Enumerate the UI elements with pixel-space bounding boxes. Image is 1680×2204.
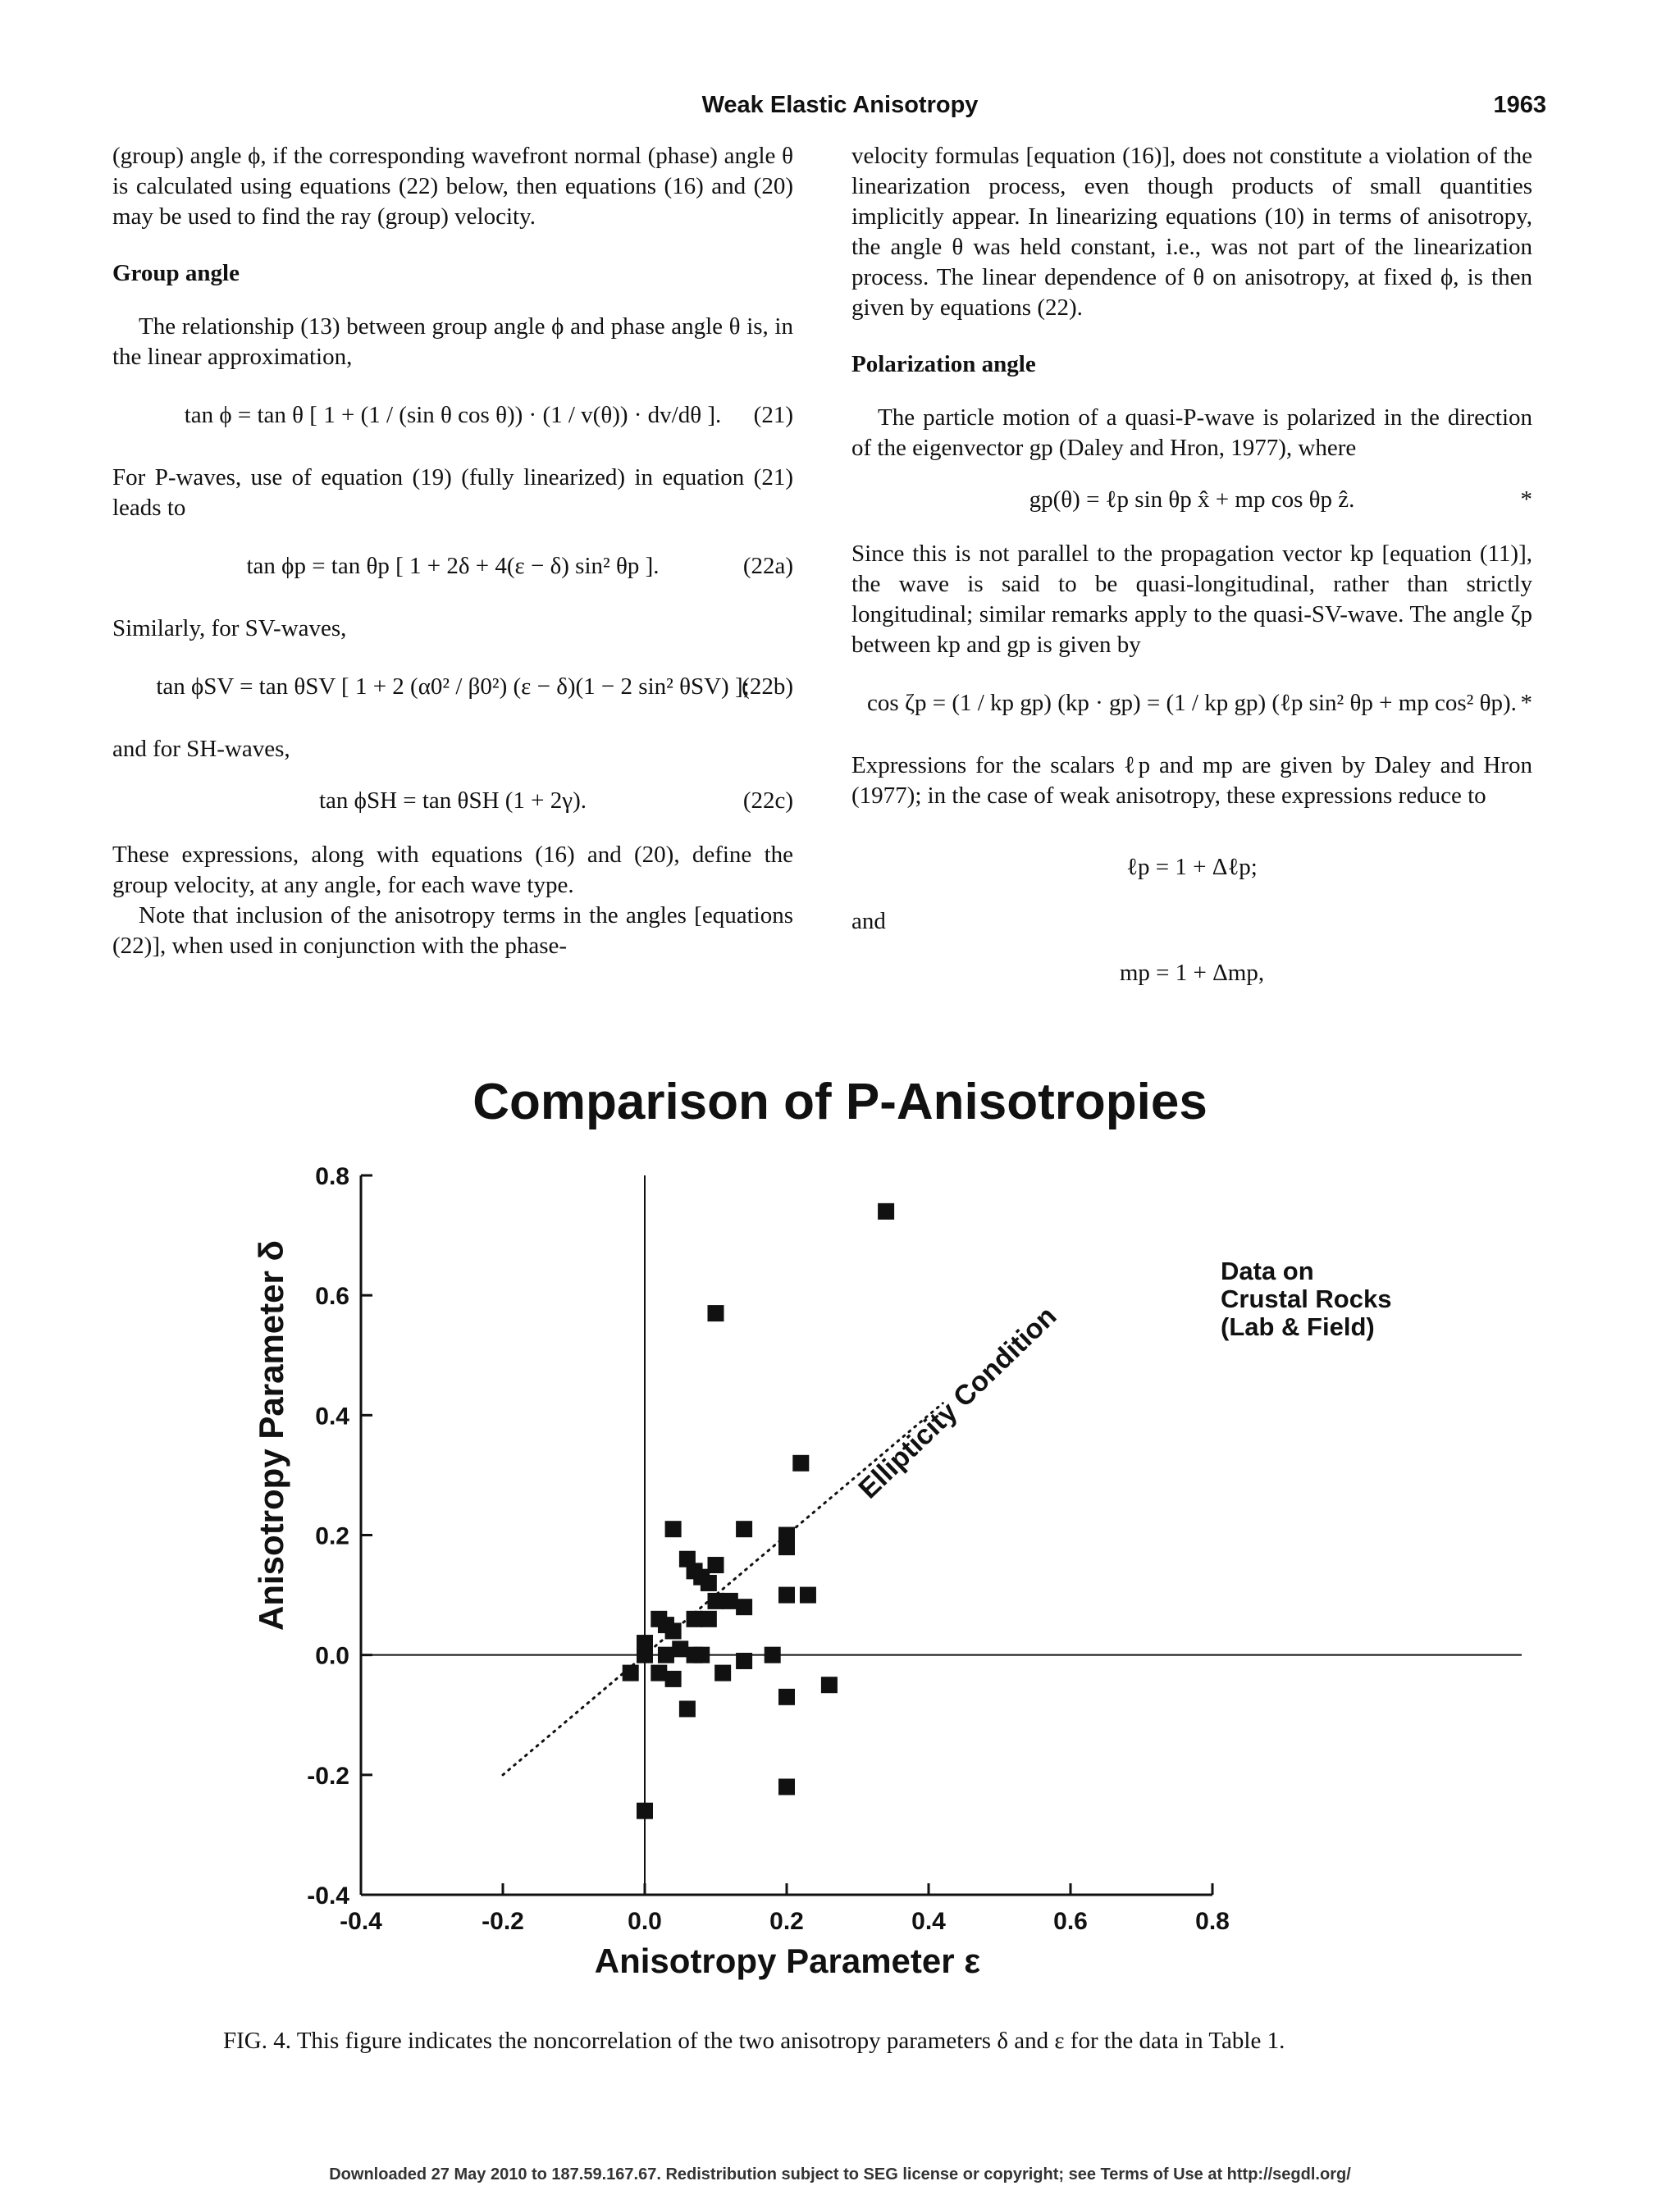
x-tick-label: 0.6	[1053, 1908, 1088, 1935]
data-point	[736, 1653, 752, 1669]
data-point	[736, 1599, 752, 1615]
data-point	[765, 1647, 781, 1663]
x-tick-label: 0.0	[628, 1908, 662, 1935]
data-point	[701, 1575, 717, 1591]
y-tick-label: 0.6	[315, 1283, 349, 1311]
paragraph: (group) angle ϕ, if the corresponding wavefront normal (phase) angle θ is calculated using equations (22) below, then equations (16) and (20) may be used to find the ray (group) velocity.	[112, 143, 793, 230]
equation-number: (21)	[753, 402, 793, 428]
data-point	[778, 1539, 795, 1555]
data-point	[665, 1622, 682, 1639]
data-point	[722, 1593, 738, 1609]
data-point	[687, 1611, 703, 1627]
paragraph: These expressions, along with equations (16) and (20), define the group velocity, at any angle, for each wave type.	[112, 842, 793, 898]
equation-number: (22a)	[742, 553, 793, 579]
annotation-line: Data on	[1221, 1257, 1314, 1285]
ellipticity-label: Ellipticity Condition	[852, 1300, 1063, 1505]
data-point	[637, 1647, 653, 1663]
equation-body: tan ϕSH = tan θSH (1 + 2γ).	[319, 787, 587, 814]
data-point	[821, 1677, 838, 1693]
data-point	[736, 1521, 752, 1537]
x-tick-label: -0.4	[340, 1908, 382, 1935]
download-footer: Downloaded 27 May 2010 to 187.59.167.67. Redistribution subject to SEG license or copyright; see Terms of Use at http://segdl.org/	[329, 2165, 1351, 2183]
data-point	[878, 1203, 894, 1220]
figure-title: Comparison of P-Anisotropies	[472, 1074, 1208, 1130]
conjunction-text: and	[851, 908, 886, 934]
data-point	[714, 1665, 731, 1682]
x-tick-label: 0.2	[769, 1908, 804, 1935]
y-tick-label: -0.4	[307, 1882, 349, 1910]
paragraph: velocity formulas [equation (16)], does not constitute a violation of the linearization process, even though products of small quantities implicitly appear. In linearizing equations (10) in terms of anisotropy, the angle θ was held constant, i.e., was not part of the linearization process. The linear dependence of θ on anisotropy, at fixed ϕ, is then given by equations (22).	[851, 143, 1532, 321]
paragraph: Note that inclusion of the anisotropy terms in the angles [equations (22)], when used in conjunction with the phase-	[112, 902, 793, 959]
equation-body: tan ϕSV = tan θSV [ 1 + 2 (α0² / β0²) (ε − δ)(1 − 2 sin² θSV) ];	[156, 673, 750, 700]
data-point	[708, 1593, 724, 1609]
data-point	[701, 1611, 717, 1627]
equation-number: (22b)	[742, 673, 793, 700]
equation-body: mp = 1 + Δmp,	[1119, 960, 1265, 986]
data-point	[679, 1700, 696, 1717]
data-point	[658, 1647, 674, 1663]
paragraph: The relationship (13) between group angle ϕ and phase angle θ is, in the linear approximation,	[112, 313, 793, 370]
asterisk-mark: *	[1520, 690, 1532, 716]
asterisk-mark: *	[1520, 486, 1532, 513]
data-point	[693, 1647, 710, 1663]
chart-points	[623, 1203, 894, 1819]
data-point	[665, 1521, 682, 1537]
data-point	[637, 1803, 653, 1819]
y-tick-label: 0.4	[315, 1403, 349, 1431]
paragraph: Since this is not parallel to the propagation vector kp [equation (11)], the wave is said to be quasi-longitudinal, rather than strictly longitudinal; similar remarks apply to the quasi-SV-wave. The angle ζp between kp and gp is given by	[851, 541, 1532, 658]
paragraph: Expressions for the scalars ℓp and mp are given by Daley and Hron (1977); in the case of weak anisotropy, these expressions reduce to	[851, 752, 1532, 809]
equation-body: tan ϕp = tan θp [ 1 + 2δ + 4(ε − δ) sin² θp ].	[246, 553, 660, 579]
page-number: 1963	[1493, 92, 1546, 118]
equation-body: gp(θ) = ℓp sin θp x̂ + mp cos θp ẑ.	[1029, 486, 1355, 513]
data-point	[665, 1671, 682, 1687]
paragraph: Similarly, for SV-waves,	[112, 615, 347, 641]
equation-body: cos ζp = (1 / kp gp) (kp · gp) = (1 / kp gp) (ℓp sin² θp + mp cos² θp).	[867, 690, 1517, 716]
x-tick-label: -0.2	[482, 1908, 524, 1935]
equation-body: tan ϕ = tan θ [ 1 + (1 / (sin θ cos θ)) · (1 / v(θ)) · dv/dθ ].	[184, 402, 722, 428]
data-point	[800, 1587, 816, 1604]
y-tick-label: 0.2	[315, 1522, 349, 1550]
section-heading: Polarization angle	[851, 351, 1036, 377]
data-point	[687, 1563, 703, 1579]
y-tick-label: -0.2	[307, 1762, 349, 1790]
data-point	[792, 1455, 809, 1472]
x-axis-label: Anisotropy Parameter ε	[594, 1942, 981, 1980]
paragraph: and for SH-waves,	[112, 736, 290, 762]
data-point	[778, 1778, 795, 1795]
section-heading: Group angle	[112, 260, 240, 286]
annotation-line: Crustal Rocks	[1221, 1285, 1392, 1313]
data-point	[672, 1640, 688, 1657]
y-tick-label: 0.8	[315, 1163, 349, 1190]
y-tick-label: 0.0	[315, 1642, 349, 1670]
x-tick-label: 0.4	[911, 1908, 946, 1935]
running-header-title: Weak Elastic Anisotropy	[701, 92, 979, 118]
paragraph: For P-waves, use of equation (19) (fully linearized) in equation (21) leads to	[112, 464, 793, 521]
data-point	[708, 1305, 724, 1321]
y-axis-label: Anisotropy Parameter δ	[252, 1240, 290, 1631]
data-point	[778, 1689, 795, 1705]
annotation-line: (Lab & Field)	[1221, 1312, 1375, 1341]
equation-body: ℓp = 1 + Δℓp;	[1126, 854, 1258, 880]
data-point	[778, 1587, 795, 1604]
data-point	[708, 1557, 724, 1573]
data-point	[623, 1665, 639, 1682]
annotation-box	[1221, 1257, 1391, 1341]
equation-number: (22c)	[742, 787, 793, 814]
paragraph: The particle motion of a quasi-P-wave is polarized in the direction of the eigenvector gp (Daley and Hron, 1977), where	[851, 404, 1532, 461]
data-point	[651, 1665, 667, 1682]
figure-caption: FIG. 4. This figure indicates the noncorrelation of the two anisotropy parameters δ and ε for the data in Table 1.	[223, 2028, 1285, 2054]
chart-axes	[361, 1175, 1522, 1895]
x-tick-label: 0.8	[1195, 1908, 1230, 1935]
